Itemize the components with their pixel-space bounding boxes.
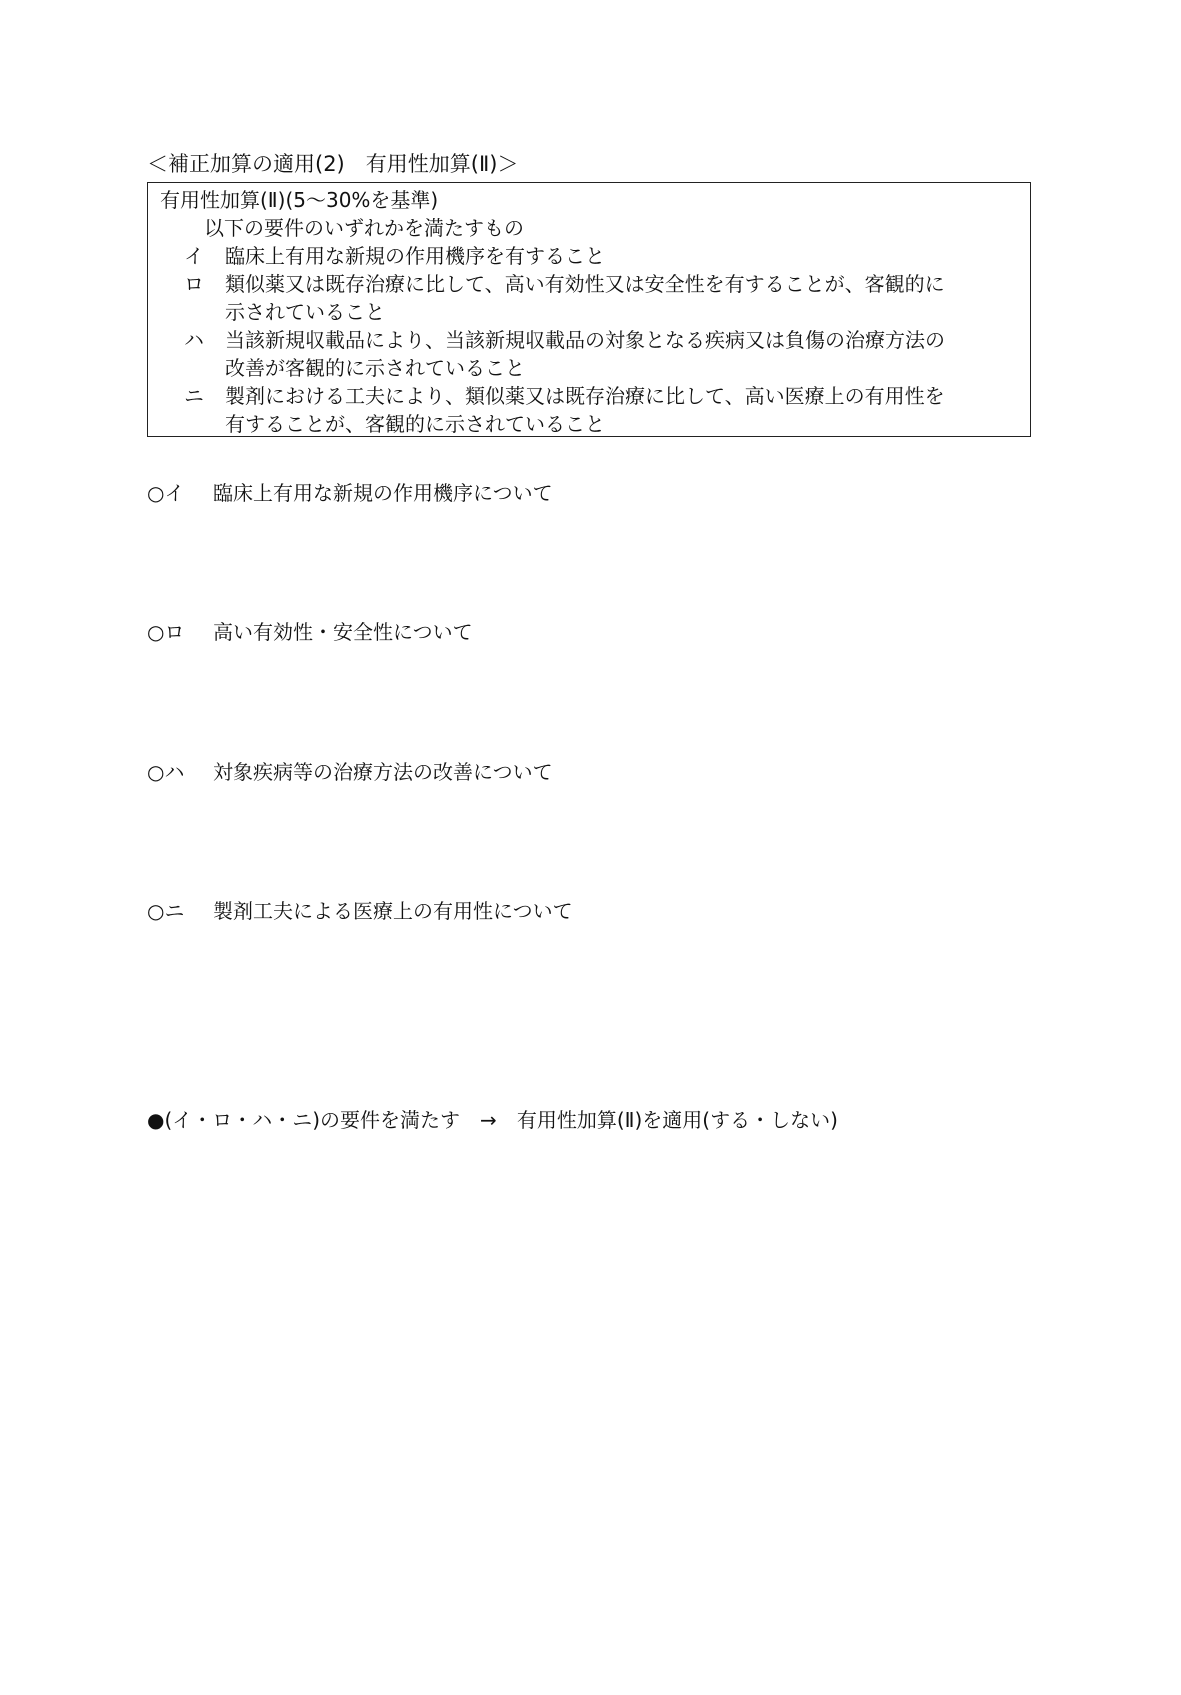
section-ni — [147, 897, 573, 925]
section-ro — [147, 618, 473, 646]
section-ro-marker: ○ロ — [147, 620, 185, 644]
criteria-intro: 以下の要件のいずれかを満たすもの — [204, 216, 524, 240]
requirement-text-ha-line1: 当該新規収載品により、当該新規収載品の対象となる疾病又は負傷の治療方法の — [225, 328, 945, 352]
requirement-marker-ha: ハ — [184, 328, 204, 352]
section-ni-marker: ○ニ — [147, 899, 185, 923]
conclusion-line: ●(イ・ロ・ハ・ニ)の要件を満たす → 有用性加算(Ⅱ)を適用(する・しない) — [147, 1108, 838, 1132]
criteria-heading: 有用性加算(Ⅱ)(5～30%を基準) — [160, 188, 439, 212]
section-i — [147, 479, 553, 507]
requirement-marker-i: イ — [184, 244, 204, 268]
section-ha-text: 対象疾病等の治療方法の改善について — [213, 760, 553, 784]
section-ha-marker: ○ハ — [147, 760, 185, 784]
section-i-text: 臨床上有用な新規の作用機序について — [213, 481, 553, 505]
section-ha — [147, 758, 553, 786]
requirement-text-ha-line2: 改善が客観的に示されていること — [225, 356, 525, 380]
requirement-text-ro-line1: 類似薬又は既存治療に比して、高い有効性又は安全性を有することが、客観的に — [225, 272, 945, 296]
section-ni-text: 製剤工夫による医療上の有用性について — [213, 899, 573, 923]
requirement-marker-ni: ニ — [184, 384, 204, 408]
section-i-marker: ○イ — [147, 481, 185, 505]
requirement-marker-ro: ロ — [184, 272, 204, 296]
requirement-text-ro-line2: 示されていること — [225, 300, 385, 324]
requirement-text-i-line1: 臨床上有用な新規の作用機序を有すること — [225, 244, 605, 268]
requirement-text-ni-line1: 製剤における工夫により、類似薬又は既存治療に比して、高い医療上の有用性を — [225, 384, 945, 408]
section-ro-text: 高い有効性・安全性について — [213, 620, 473, 644]
requirement-text-ni-line2: 有することが、客観的に示されていること — [225, 412, 605, 436]
page-title: ＜補正加算の適用(2) 有用性加算(Ⅱ)＞ — [147, 152, 519, 176]
criteria-box — [147, 182, 1031, 437]
